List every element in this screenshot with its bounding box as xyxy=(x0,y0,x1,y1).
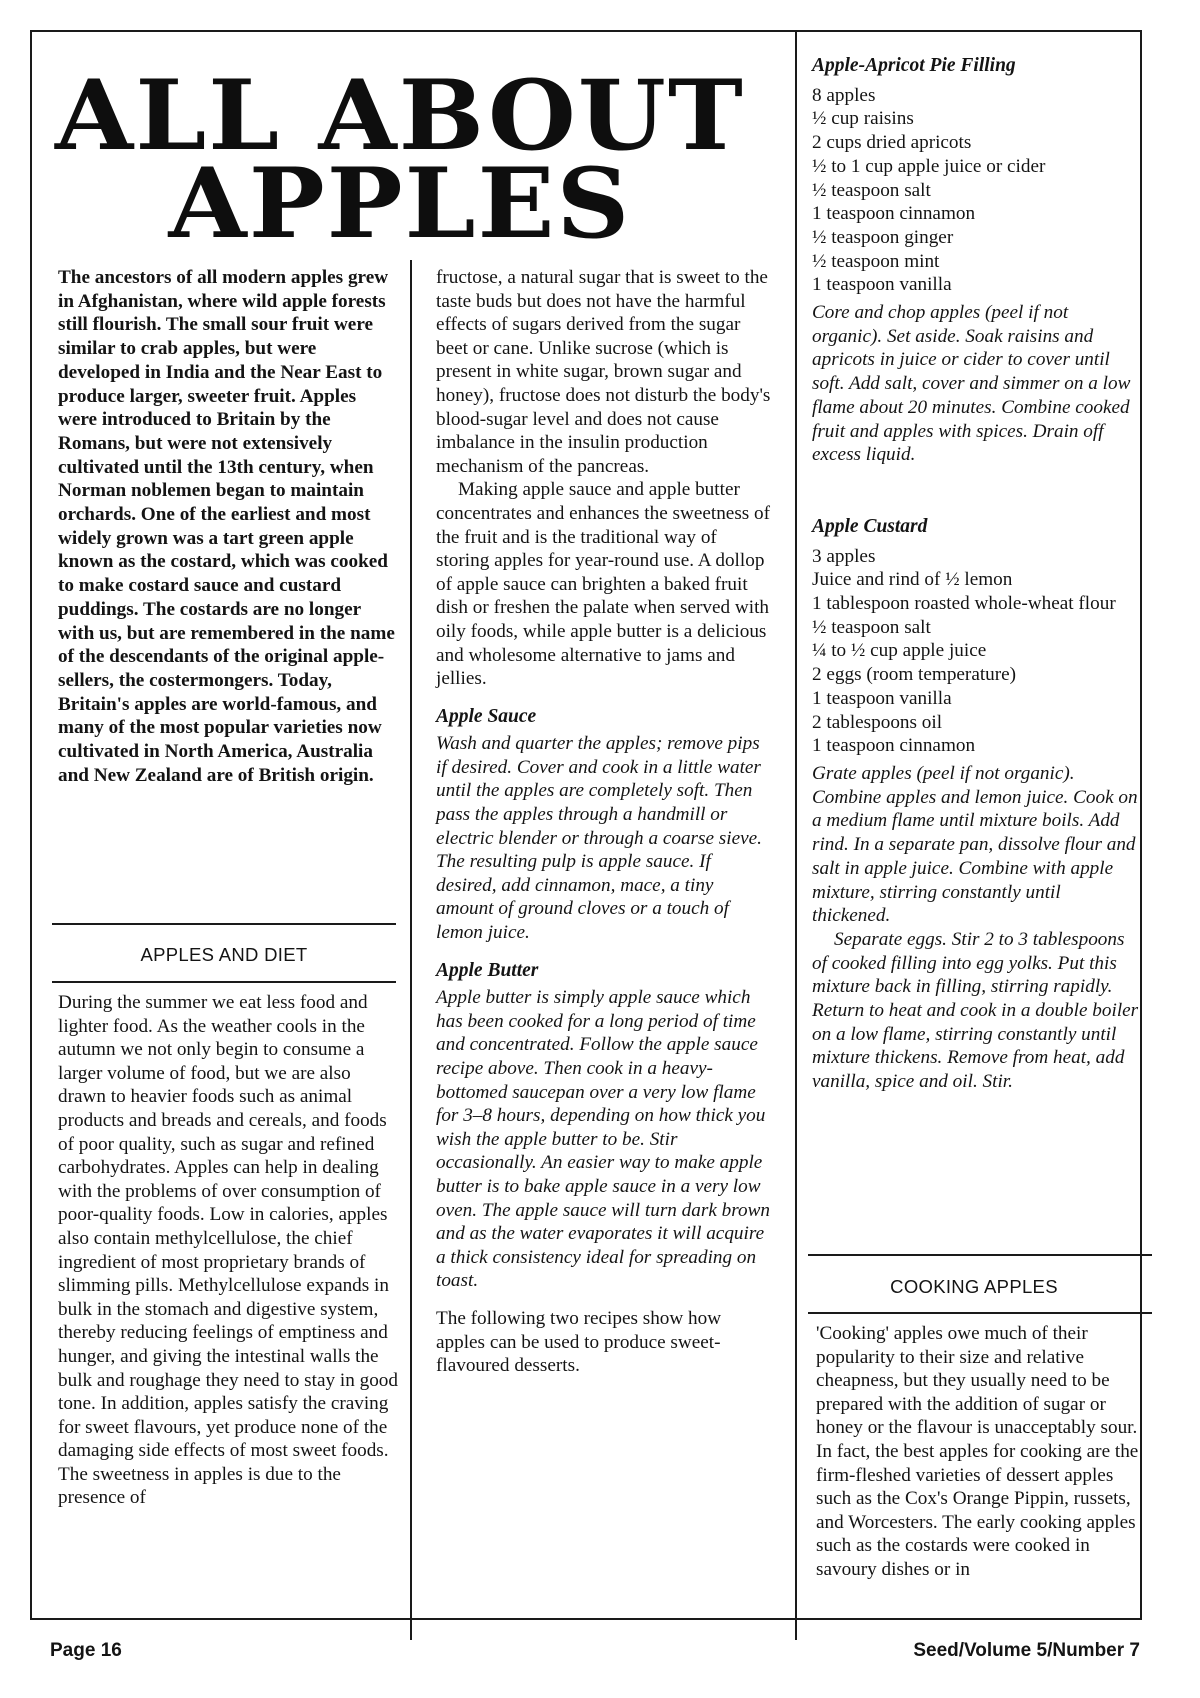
pie-ingredient: ½ teaspoon mint xyxy=(812,250,940,272)
title-line-1: ALL ABOUT xyxy=(55,59,745,172)
pie-ingredient: 2 cups dried apricots xyxy=(812,132,972,154)
custard-title: Apple Custard xyxy=(812,515,928,537)
sauce-butter-paragraph: Making apple sauce and apple butter concentrates and enhances the sweetness of the fruit and is the traditional way of storing apples for year-round use. A dollop of apple sauce can brighten a baked fruit dish or freshen the palate when served with oily foods, while apple butter is a delicious and wholesome alternative to jams and jellies. xyxy=(436,479,771,690)
apple-sauce-title: Apple Sauce xyxy=(436,705,537,727)
column-2 xyxy=(436,266,771,1378)
pie-ingredients-list xyxy=(812,84,1142,297)
custard-ingredient: ½ teaspoon salt xyxy=(812,616,931,638)
custard-ingredient: Juice and rind of ½ lemon xyxy=(812,569,1013,591)
pie-filling-method: Core and chop apples (peel if not organic). Set aside. Soak raisins and apricots in juice or cider to cover until soft. Add salt, cover and simmer on a low flame about 20 minutes. Combine cooked fruit and apples with spices. Drain off excess liquid. xyxy=(812,302,1131,466)
apple-butter-method: Apple butter is simply apple sauce which has been cooked for a long period of time and concentrated. Follow the apple sauce recipe above. Then cook in a heavy-bottomed saucepan over a very low flame for 3–8 hours, depending on how thick you wish the apple butter to be. Stir occasionally. An easier way to make apple butter is to bake apple sauce in a very low oven. The apple sauce will turn dark brown and as the water evaporates it will acquire a thick consistency ideal for spreading on toast. xyxy=(436,987,770,1292)
column-3 xyxy=(812,54,1142,1094)
custard-method-1: Grate apples (peel if not organic). Combine apples and lemon juice. Cook on a medium flame until mixture boils. Add rind. In a separate pan, dissolve flour and salt in apple juice. Combine with apple mixture, stirring constantly until thickened. xyxy=(812,762,1138,927)
cooking-text xyxy=(816,1322,1142,1582)
custard-ingredient: 3 apples xyxy=(812,545,876,567)
custard-ingredient: 1 tablespoon roasted whole-wheat flour xyxy=(812,593,1116,615)
apple-sauce-method: Wash and quarter the apples; remove pips if desired. Cover and cook in a little water until the apples are completely soft. Then pass the apples through a handmill or electric blender or through a coarse sieve. The resulting pulp is apple sauce. If desired, add cinnamon, mace, a tiny amount of ground cloves or a touch of lemon juice. xyxy=(436,733,762,944)
diet-paragraph: During the summer we eat less food and lighter food. As the weather cools in the autumn we not only begin to consume a larger volume of food, but we are also drawn to heavier foods such as animal products and breads and cereals, and foods of poor quality, such as sugar and refined carbohydrates. Apples can help in dealing with the problems of over consumption of poor-quality foods. Low in calories, apples also contain methylcellulose, the chief ingredient of most proprietary brands of slimming pills. Methylcellulose expands in bulk in the stomach and digestive system, thereby reducing feelings of emptiness and hunger, and giving the intestinal walls the bulk and roughage they need to stay in good tone. In addition, apples satisfy the craving for sweet flavours, yet produce none of the damaging side effects of most sweet foods. The sweetness in apples is due to the presence of xyxy=(58,992,398,1509)
fructose-paragraph: fructose, a natural sugar that is sweet to the taste buds but does not have the harmful effects of sugars derived from the sugar beet or cane. Unlike sucrose (which is present in white sugar, brown sugar and honey), fructose does not disturb the body's blood-sugar level and does not cause imbalance in the insulin production mechanism of the pancreas. xyxy=(436,267,771,477)
pie-ingredient: ½ cup raisins xyxy=(812,108,914,130)
custard-ingredients-list xyxy=(812,545,1142,758)
diet-text xyxy=(58,991,398,1510)
pie-ingredient: ½ to 1 cup apple juice or cider xyxy=(812,155,1046,177)
cooking-rule-bottom xyxy=(808,1312,1152,1314)
pie-filling-title: Apple-Apricot Pie Filling xyxy=(812,55,1016,76)
cooking-paragraph: 'Cooking' apples owe much of their popularity to their size and relative cheapness, but they usually need to be prepared with the addition of sugar or honey or the flavour is unacceptably sour. In fact, the best apples for cooking are the firm-fleshed varieties of dessert apples such as the Cox's Orange Pippin, russets, and Worcesters. The early cooking apples such as the costards were cooked in savoury dishes or in xyxy=(816,1323,1139,1580)
custard-ingredient: ¼ to ½ cup apple juice xyxy=(812,640,987,662)
recipes-intro-paragraph: The following two recipes show how apples can be used to produce sweet-flavoured desserts. xyxy=(436,1307,722,1377)
pie-ingredient: ½ teaspoon ginger xyxy=(812,226,954,248)
intro-text xyxy=(58,266,396,787)
column-rule-right xyxy=(795,30,797,1640)
column-rule-left xyxy=(410,260,412,1640)
pie-ingredient: 1 teaspoon vanilla xyxy=(812,274,952,296)
apple-butter-title: Apple Butter xyxy=(436,959,539,981)
custard-ingredient: 1 teaspoon vanilla xyxy=(812,687,952,709)
cooking-rule-top xyxy=(808,1254,1152,1256)
diet-rule-top xyxy=(52,923,396,925)
pie-ingredient: 1 teaspoon cinnamon xyxy=(812,203,976,225)
title-line-2: APPLES xyxy=(168,147,632,260)
pie-ingredient: 8 apples xyxy=(812,84,876,106)
custard-ingredient: 2 tablespoons oil xyxy=(812,711,943,733)
custard-ingredient: 2 eggs (room temperature) xyxy=(812,664,1017,686)
cooking-heading: COOKING APPLES xyxy=(890,1276,1058,1297)
diet-heading: APPLES AND DIET xyxy=(140,944,308,965)
diet-rule-bottom xyxy=(52,981,396,983)
article-title xyxy=(43,59,757,260)
pie-ingredient: ½ teaspoon salt xyxy=(812,179,931,201)
custard-method-2: Separate eggs. Stir 2 to 3 tablespoons of cooked filling into egg yolks. Put this mixture back in filling, stirring rapidly. Return to heat and cook in a double boiler on a low flame, stirring constantly until mixture thickens. Remove from heat, add vanilla, spice and oil. Stir. xyxy=(812,928,1139,1093)
custard-ingredient: 1 teaspoon cinnamon xyxy=(812,735,976,757)
issue-label: Seed/Volume 5/Number 7 xyxy=(913,1640,1140,1661)
page-number: Page 16 xyxy=(50,1640,122,1661)
intro-paragraph: The ancestors of all modern apples grew in Afghanistan, where wild apple forests still flourish. The small sour fruit were similar to crab apples, but were developed in India and the Near East to produce larger, sweeter fruit. Apples were introduced to Britain by the Romans, but were not extensively cultivated until the 13th century, when Norman noblemen began to maintain orchards. One of the earliest and most widely grown was a tart green apple known as the costard, which was cooked to make costard sauce and custard puddings. The costards are no longer with us, but are remembered in the name of the descendants of the original apple-sellers, the costermongers. Today, Britain's apples are world-famous, and many of the most popular varieties now cultivated in North America, Australia and New Zealand are of British origin. xyxy=(58,267,395,786)
